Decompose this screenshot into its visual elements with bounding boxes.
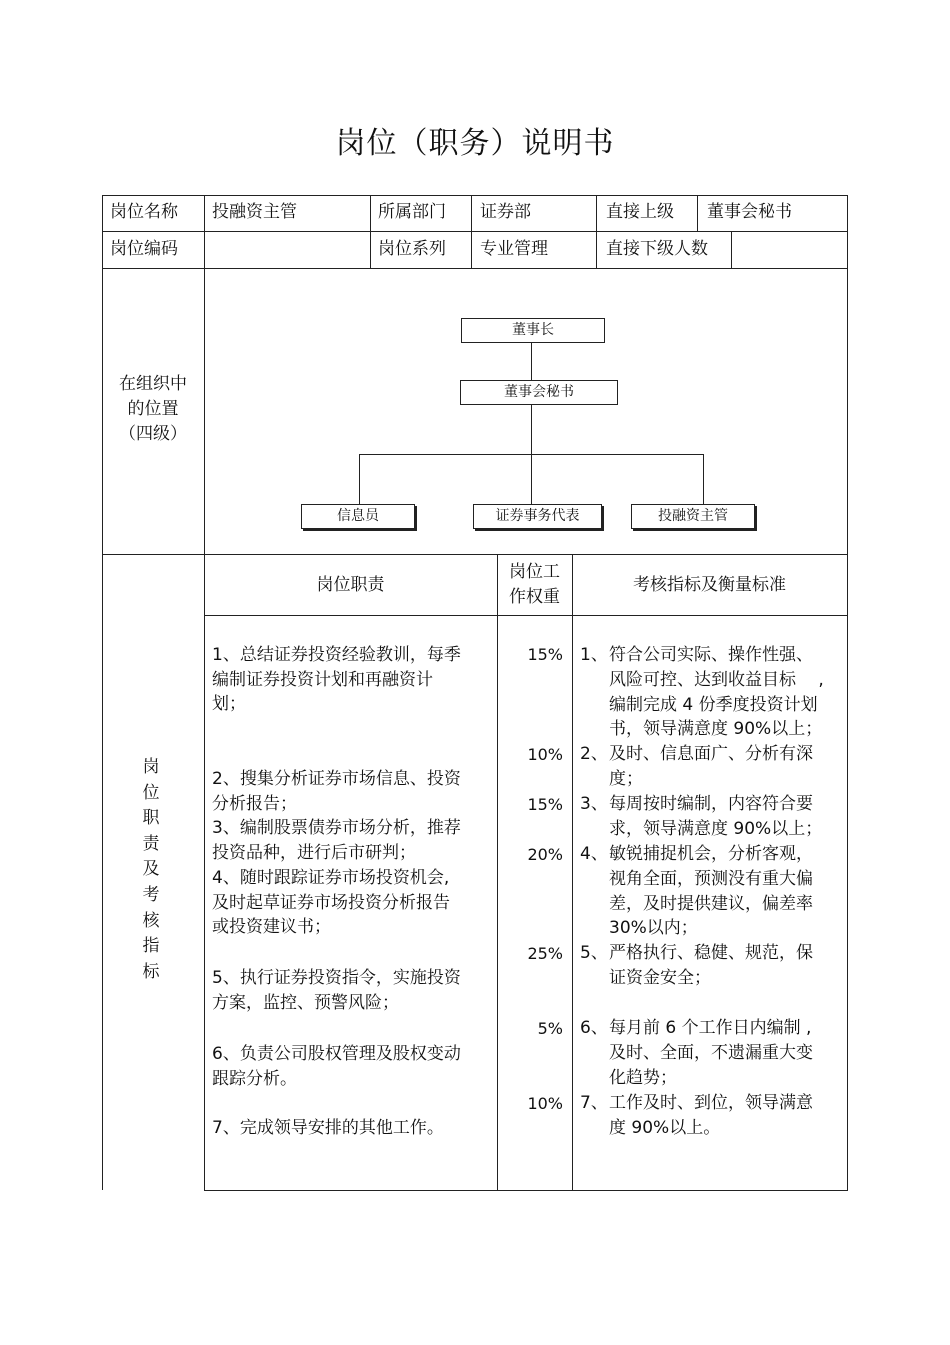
org-box-chairman [461,318,605,343]
weight-3: 15% [527,795,563,814]
org-box-securities-rep [473,504,602,529]
label-superior: 直接上级 [606,202,674,222]
org-box-info-officer [301,504,415,529]
page-title: 岗位（职务）说明书 [335,126,615,161]
weight-4: 20% [527,845,563,864]
value-position-series: 专业管理 [480,239,548,259]
weight-6: 5% [537,1019,563,1038]
org-child2-label: 证券事务代表 [495,508,580,524]
weight-5: 25% [527,944,563,963]
org-label-line2: 的位置 [127,399,179,419]
label-position-series: 岗位系列 [378,239,446,259]
label-department: 所属部门 [378,202,446,222]
col-header-weight-2: 作权重 [509,587,560,607]
value-department: 证券部 [480,202,531,222]
label-position-code: 岗位编码 [110,239,178,259]
label-position-name: 岗位名称 [110,202,178,222]
label-subordinate-count: 直接下级人数 [606,239,708,259]
value-superior: 董事会秘书 [707,202,792,222]
org-box-secretary [460,380,618,405]
org-secretary-label: 董事会秘书 [504,384,574,400]
org-label-line1: 在组织中 [119,374,187,394]
col-header-standard: 考核指标及衡量标准 [633,575,786,595]
org-chairman-label: 董事长 [512,322,554,338]
weight-1: 15% [527,645,563,664]
weight-7: 10% [527,1094,563,1113]
org-child1-label: 信息员 [337,508,379,524]
col-header-weight-1: 岗位工 [509,562,560,582]
duties-side-label: 岗 位 职 责 及 考 核 指 标 [142,757,160,982]
weight-2: 10% [527,745,563,764]
org-label-line3: （四级） [119,424,187,444]
value-position-name: 投融资主管 [212,202,297,222]
org-child3-label: 投融资主管 [658,508,728,524]
org-box-investment-manager [631,504,755,529]
col-header-duty: 岗位职责 [316,575,385,595]
